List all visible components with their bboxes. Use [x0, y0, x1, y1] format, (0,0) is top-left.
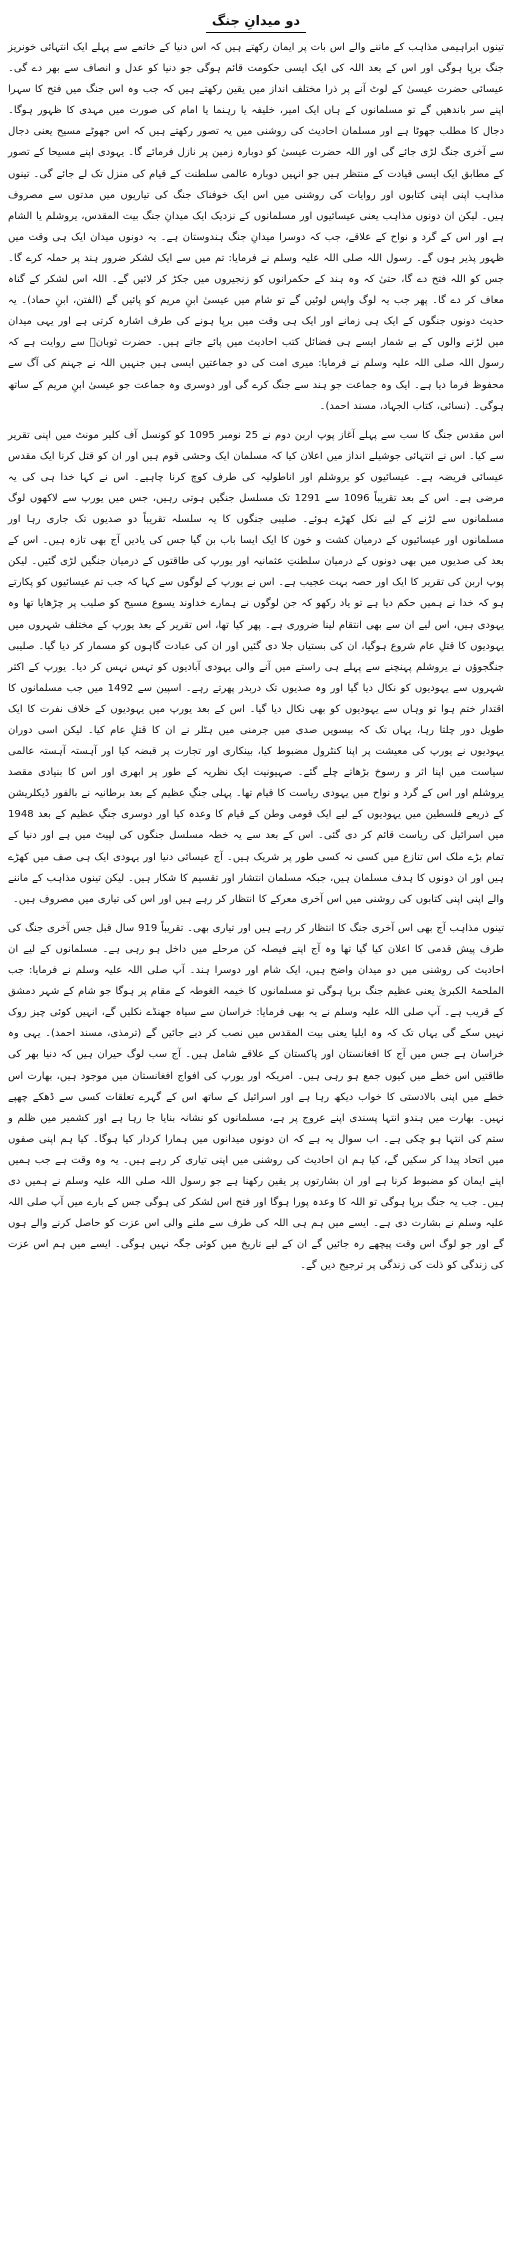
article-paragraph-1: تینوں ابراہیمی مذاہب کے ماننے والے اس بات پر ایمان رکھتے ہیں کہ اس دنیا کے خاتمے سے پہلے ایک انتہائی خونریز جنگ برپا ہوگی اور اس کے بعد اللہ کی ایک ایسی حکومت قائم ہوگی جو دنیا کو عدل و انصاف سے بھر دے گی۔ عیسائی حضرت عیسیٰ کے لوٹ آنے پر ذرا مختلف انداز میں یقین رکھتے ہیں کہ جب وہ اس جنگ میں فتح کا سہرا اپنے سر باندھیں گے تو مسلمانوں کے ہاں ایک امیر، خلیفہ یا رہنما یا امام کی صورت میں مہدی کا ظہور ہوگا۔ دجال کا مطلب جھوٹا ہے اور مسلمان احادیث کی روشنی میں یہ تصور رکھتے ہیں کہ اس جھوٹے مسیح یعنی دجال سے آخری جنگ لڑی جائے گی اور اللہ حضرت عیسیٰ کو دوبارہ زمین پر نازل فرمائے گا۔ یہودی اپنے مسیحا کے تصور کے مطابق ایک ایسی قیادت کے منتظر ہیں جو انہیں دوبارہ عالمی سلطنت کے قیام کی منزل تک لے جائے گی۔ تینوں مذاہب اپنی اپنی کتابوں اور روایات کی روشنی میں اس ایک خوفناک جنگ کی تیاریوں میں مدتوں سے مصروف ہیں۔ لیکن ان دونوں مذاہب یعنی عیسائیوں اور مسلمانوں کے نزدیک ایک میدانِ جنگ بیت المقدس، یروشلم یا الشام ہے اور اس کے گرد و نواح کے علاقے، جب کہ دوسرا میدانِ جنگ ہندوستان ہے۔ یہ دونوں میدان ایک ہی وقت میں ظہور پذیر ہوں گے۔ رسول اللہ صلی اللہ علیہ وسلم نے فرمایا: تم میں سے ایک لشکر ضرور ہند پر حملہ کرے گا۔ جس کو اللہ فتح دے گا، حتیٰ کہ وہ ہند کے حکمرانوں کو زنجیروں میں جکڑ کر لائیں گے۔ اللہ اس لشکر کے گناہ معاف کر دے گا۔ پھر جب یہ لوگ واپس لوٹیں گے تو شام میں عیسیٰ ابنِ مریم کو پائیں گے (الفتن، ابنِ حماد)۔ یہ حدیث دونوں جنگوں کے ایک ہی زمانے اور ایک ہی وقت میں برپا ہونے کی طرف اشارہ کرتی ہے اور یہی میدان میں لڑنے والوں کے بے شمار ایسے ہی فضائل کتب احادیث میں پائے جاتے ہیں۔ حضرت ثوبانؓ سے روایت ہے کہ رسول اللہ صلی اللہ علیہ وسلم نے فرمایا: میری امت کی دو جماعتیں ایسی ہیں جنہیں اللہ نے جہنم کی آگ سے محفوظ فرما دیا ہے۔ ایک وہ جماعت جو ہند سے جنگ کرے گی اور دوسری وہ جماعت جو عیسیٰ ابنِ مریم کے ساتھ ہوگی۔ (نسائی، کتاب الجہاد، مسند احمد)۔ — [8, 42, 504, 412]
article-title: دو میدانِ جنگ — [206, 14, 306, 33]
title-wrap — [8, 10, 504, 33]
article-paragraph-2: اس مقدس جنگ کا سب سے پہلے آغاز پوپ اربن دوم نے 25 نومبر 1095 کو کونسل آف کلیر مونٹ میں اپنی تقریر سے کیا۔ اس نے انتہائی جوشیلے انداز میں اعلان کیا کہ مسلمان ایک وحشی قوم ہیں اور ان کو قتل کرنا ایک مقدس عیسائی فریضہ ہے۔ عیسائیوں کو یروشلم اور اناطولیہ کی طرف کوچ کرنا چاہیے۔ اس نے کہا خدا ہی کی یہ مرضی ہے۔ اس کے بعد تقریباً 1096 سے 1291 تک مسلسل جنگیں ہوتی رہیں، جس میں یورپ سے لاکھوں لوگ مسلمانوں سے لڑنے کے لیے نکل کھڑے ہوئے۔ صلیبی جنگوں کا یہ سلسلہ تقریباً دو صدیوں تک جاری رہا اور مسلمانوں اور عیسائیوں کے درمیان کشت و خون کا ایک ایسا باب بن گیا جس کی یادیں آج بھی تازہ ہیں۔ اس کے بعد کی صدیوں میں بھی دونوں کے درمیان سلطنتِ عثمانیہ اور یورپ کی طاقتوں کے درمیان جنگیں لڑی گئیں۔ لیکن پوپ اربن کی تقریر کا ایک اور حصہ بہت عجیب ہے۔ اس نے یورپ کے لوگوں سے کہا کہ جب تم عیسائیوں کو پکارتے ہو کہ خدا نے ہمیں حکم دیا ہے تو یاد رکھو کہ جن لوگوں نے ہمارے خداوند یسوع مسیح کو صلیب پر چڑھایا تھا وہ یہودی ہیں، اس لیے ان سے بھی انتقام لینا ضروری ہے۔ پھر کیا تھا، اس تقریر کے بعد یورپ کے مختلف شہروں میں یہودیوں کا قتلِ عام شروع ہوگیا، ان کی بستیاں جلا دی گئیں اور ان کی عبادت گاہوں کو مسمار کر دیا گیا۔ صلیبی جنگجوؤں نے یروشلم پہنچنے سے پہلے ہی راستے میں آنے والی یہودی آبادیوں کو تہس نہس کر دیا۔ یورپ کے اکثر شہروں سے یہودیوں کو نکال دیا گیا اور وہ صدیوں تک دربدر پھرتے رہے۔ اسپین سے 1492 میں جب مسلمانوں کا اقتدار ختم ہوا تو وہاں سے یہودیوں کو بھی نکال دیا گیا۔ اس کے بعد یورپ میں یہودیوں کے خلاف نفرت کا ایک طویل دور چلتا رہا، یہاں تک کہ بیسویں صدی میں جرمنی میں ہٹلر نے ان کا قتلِ عام کیا۔ لیکن اسی دوران یہودیوں نے یورپ کی معیشت پر اپنا کنٹرول مضبوط کیا، بینکاری اور تجارت پر قبضہ کیا اور آہستہ آہستہ عالمی سیاست میں اپنا اثر و رسوخ بڑھاتے چلے گئے۔ صہیونیت ایک نظریہ کے طور پر ابھری اور اس کا بنیادی مقصد یروشلم اور اس کے گرد و نواح میں یہودی ریاست کا قیام تھا۔ پہلی جنگِ عظیم کے بعد برطانیہ نے بالفور ڈیکلریشن کے ذریعے فلسطین میں یہودیوں کے لیے ایک قومی وطن کے قیام کا وعدہ کیا اور دوسری جنگِ عظیم کے بعد 1948 میں اسرائیل کی ریاست قائم کر دی گئی۔ اس کے بعد سے یہ خطہ مسلسل جنگوں کی لپیٹ میں ہے اور دنیا کے تمام بڑے ملک اس تنازع میں کسی نہ کسی طور پر شریک ہیں۔ آج عیسائی دنیا اور یہودی ایک ہی صف میں کھڑے ہیں اور ان دونوں کا ہدف مسلمان ہیں، جبکہ مسلمان انتشار اور تقسیم کا شکار ہیں۔ لیکن تینوں مذاہب کے ماننے والے اپنی اپنی کتابوں کی روشنی میں اس آخری معرکے کا انتظار کر رہے ہیں اور اس کی تیاری میں مصروف ہیں۔ — [8, 429, 504, 905]
article-body — [8, 37, 504, 1276]
article-paragraph-3: تینوں مذاہب آج بھی اس آخری جنگ کا انتظار کر رہے ہیں اور تیاری بھی۔ تقریباً 919 سال قبل جس آخری جنگ کی طرف پیش قدمی کا اعلان کیا گیا تھا وہ آج اپنے فیصلہ کن مرحلے میں داخل ہو رہی ہے۔ مسلمانوں کے لیے ان احادیث کی روشنی میں دو میدان واضح ہیں، ایک شام اور دوسرا ہند۔ آپ صلی اللہ علیہ وسلم نے فرمایا: جب الملحمۃ الکبریٰ یعنی عظیم جنگ برپا ہوگی تو مسلمانوں کا خیمہ الغوطہ کے مقام پر ہوگا جو شام کے شہر دمشق کے قریب ہے۔ آپ صلی اللہ علیہ وسلم نے یہ بھی فرمایا: خراسان سے سیاہ جھنڈے نکلیں گے، انہیں کوئی چیز روک نہیں سکے گی یہاں تک کہ وہ ایلیا یعنی بیت المقدس میں نصب کر دیے جائیں گے (ترمذی، مسند احمد)۔ یہی وہ خراسان ہے جس میں آج کا افغانستان اور پاکستان کے علاقے شامل ہیں۔ آج سب لوگ حیران ہیں کہ دنیا بھر کی طاقتیں اس خطے میں کیوں جمع ہو رہی ہیں۔ امریکہ اور یورپ کی افواج افغانستان میں موجود ہیں، بھارت اس خطے میں اپنی بالادستی کا خواب دیکھ رہا ہے اور اسرائیل کے ساتھ اس کے گہرے تعلقات کسی سے ڈھکے چھپے نہیں۔ بھارت میں ہندو انتہا پسندی اپنے عروج پر ہے، مسلمانوں کو نشانہ بنایا جا رہا ہے اور کشمیر میں ظلم و ستم کی انتہا ہو چکی ہے۔ اب سوال یہ ہے کہ ان دونوں میدانوں میں ہمارا کردار کیا ہوگا۔ کیا ہم اپنی صفوں میں اتحاد پیدا کر سکیں گے، کیا ہم ان احادیث کی روشنی میں اپنی تیاری کر رہے ہیں۔ یہ وہ وقت ہے جب ہمیں اپنے ایمان کو مضبوط کرنا ہے اور ان بشارتوں پر یقین رکھنا ہے جو رسول اللہ صلی اللہ علیہ وسلم نے ہمیں دی ہیں۔ جب یہ جنگ برپا ہوگی تو اللہ کا وعدہ پورا ہوگا اور فتح اس لشکر کی ہوگی جس کے بارے میں آپ صلی اللہ علیہ وسلم نے بشارت دی ہے۔ ایسے میں ہم ہی اللہ کی طرف سے ملنے والی اس عزت کو حاصل کرنے والے ہوں گے اور جو لوگ اس وقت پیچھے رہ جائیں گے ان کے لیے تاریخ میں کوئی جگہ نہیں ہوگی۔ ایسے میں ہم اس عزت کی زندگی کو ذلت کی زندگی پر ترجیح دیں گے۔ — [8, 922, 505, 1272]
